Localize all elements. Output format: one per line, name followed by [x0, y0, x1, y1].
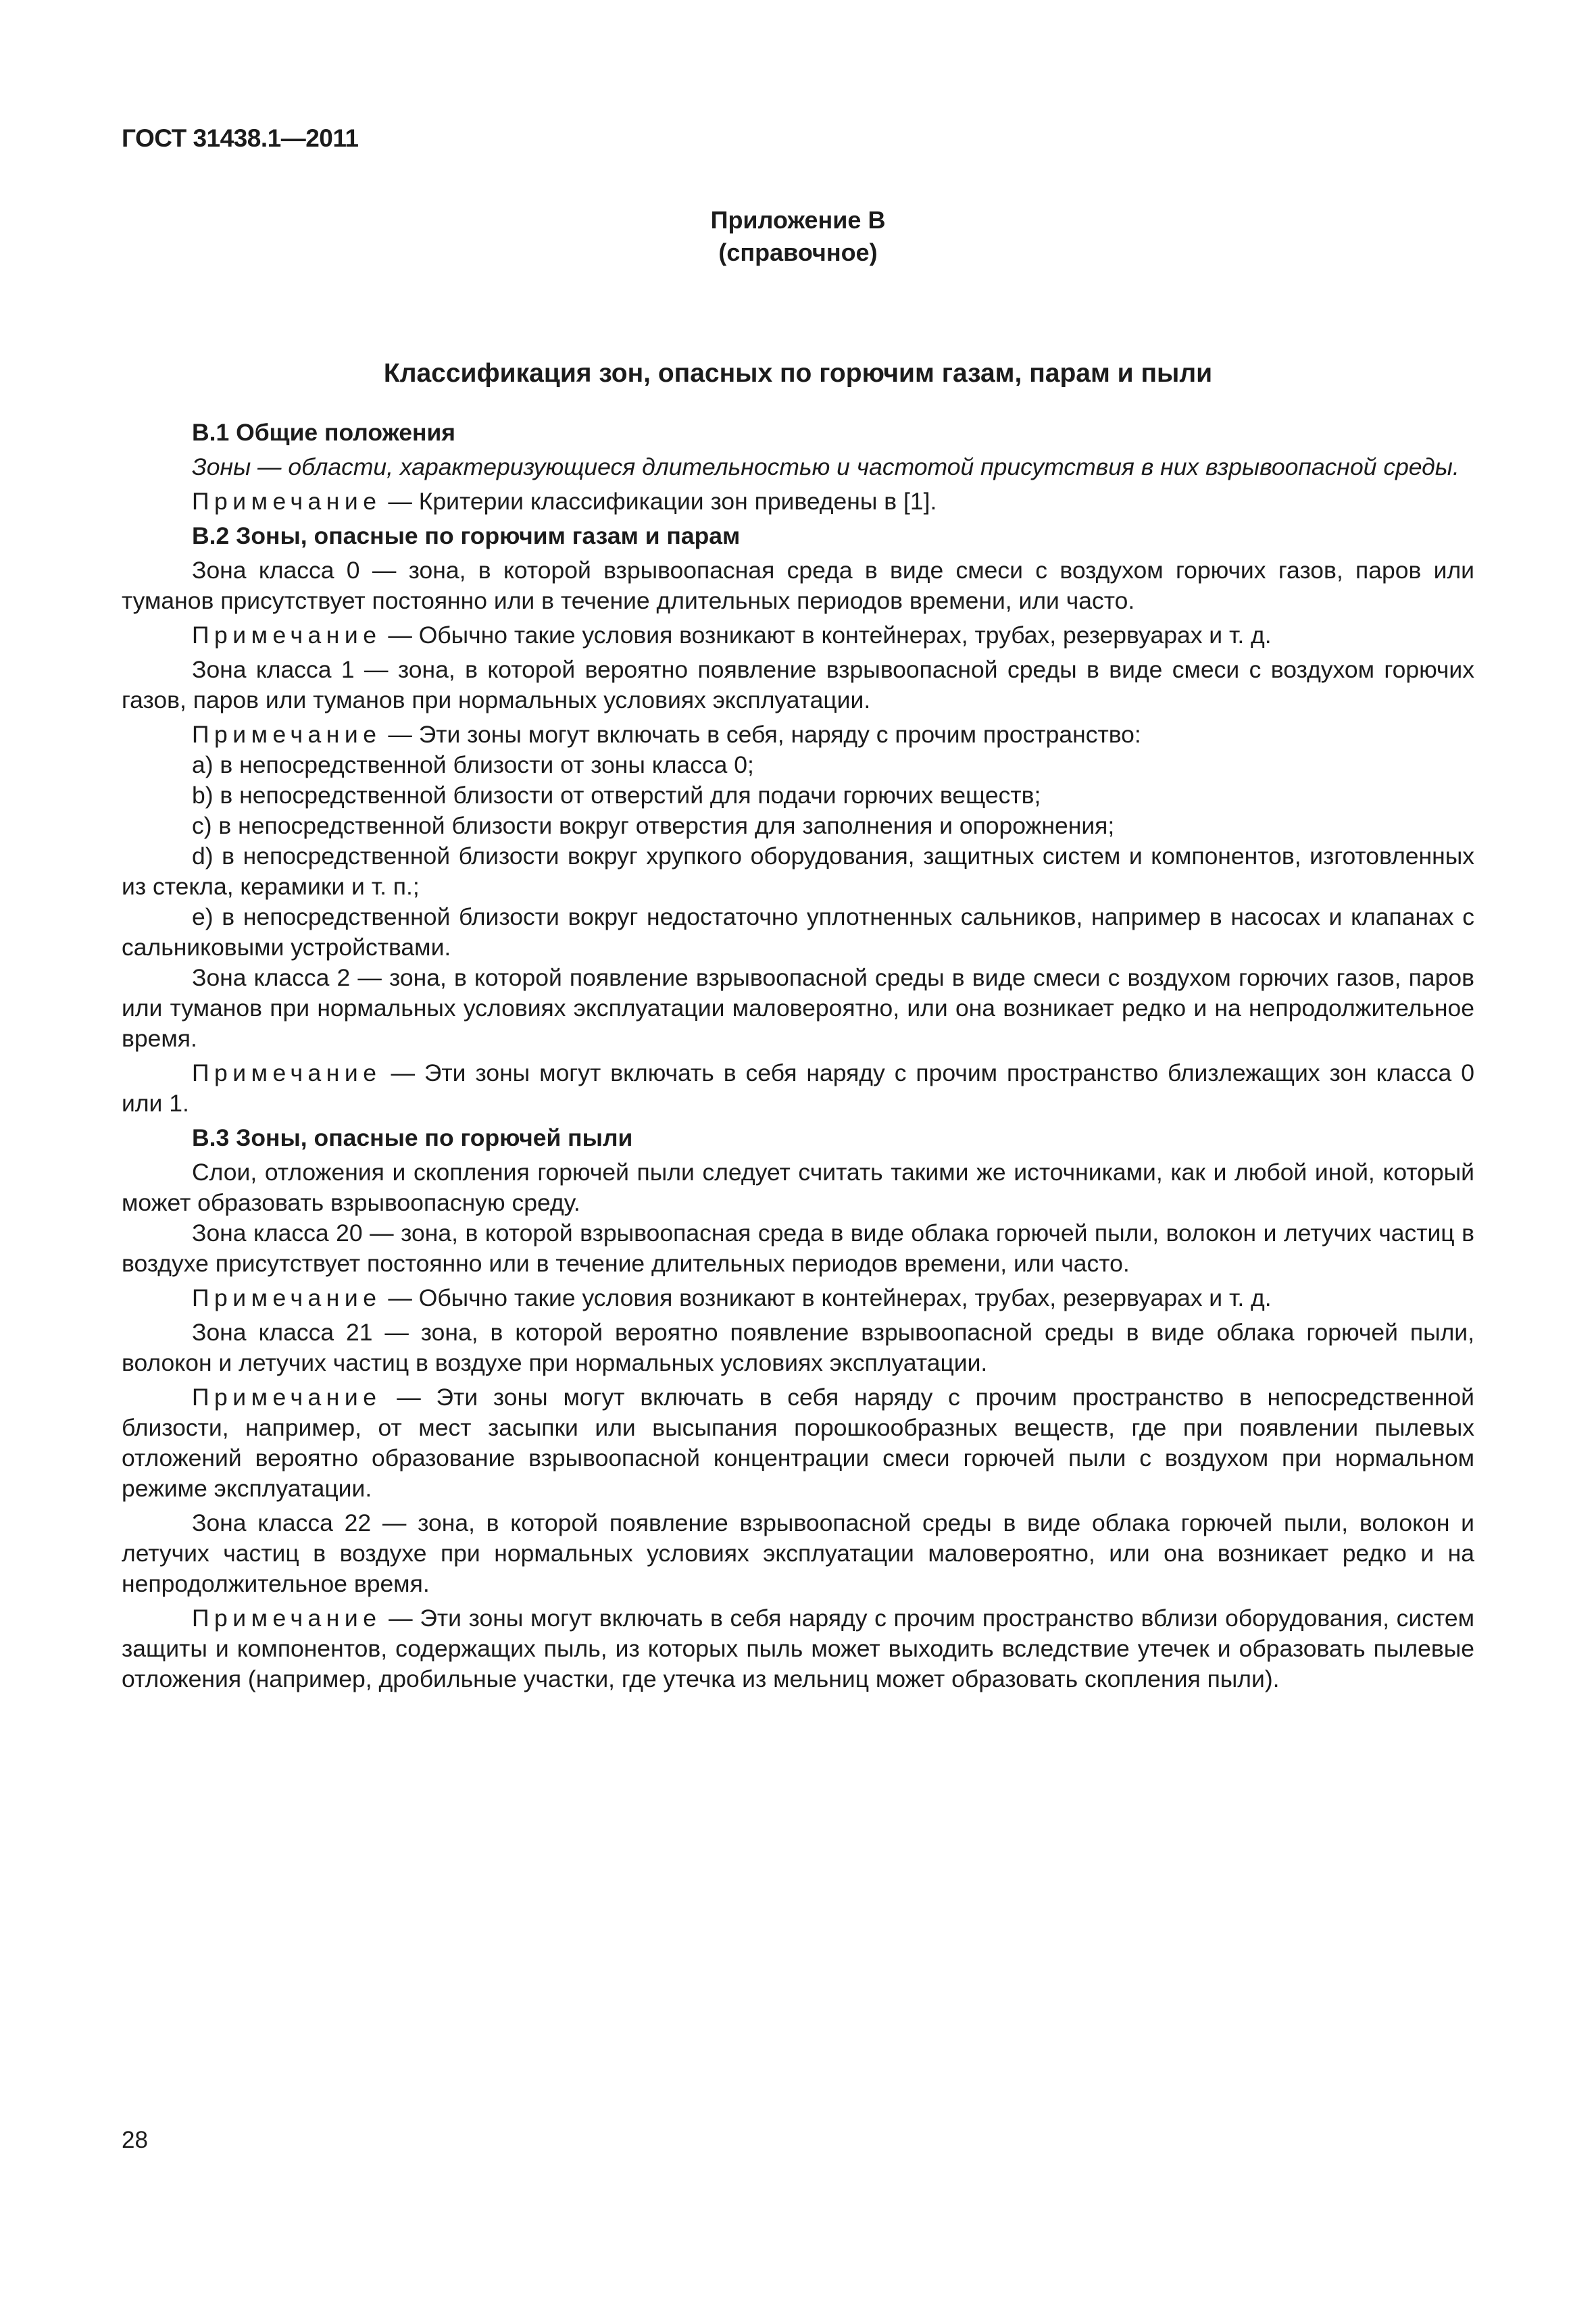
annex-heading [122, 204, 1474, 269]
list-item: b) в непосредственной близости от отверстий для подачи горючих веществ; [192, 782, 1041, 809]
zone-paragraph: Зона класса 1 — зона, в которой вероятно появление взрывоопасной среды в виде смеси с воздухом горючих газов, паров или туманов при нормальных условиях эксплуатации. [122, 656, 1474, 713]
note-text: — Эти зоны могут включать в себя, наряду с прочим пространство: [381, 721, 1141, 748]
note-paragraph [122, 1603, 1474, 1694]
note-label: Примечание [192, 622, 382, 649]
section-heading: В.2 Зоны, опасные по горючим газам и парам [192, 522, 741, 549]
page-title: Классификация зон, опасных по горючим газам, парам и пыли [383, 359, 1213, 388]
page-number: 28 [122, 2127, 148, 2153]
note-text: — Эти зоны могут включать в себя наряду с прочим пространство в непосредственной близости, например, от мест засыпки или высыпания порошкообразных веществ, где при появлении пылевых отложений вероятно образование взрывоопасной концентрации смеси горючей пыли с воздухом при нормальном режиме эксплуатации. [122, 1384, 1474, 1502]
note-paragraph [122, 486, 1474, 517]
note-paragraph [122, 1058, 1474, 1119]
section-heading: В.1 Общие положения [192, 419, 455, 446]
note-label: Примечание [192, 488, 382, 515]
annex-title: Приложение В [710, 206, 886, 234]
zone-paragraph: Зона класса 20 — зона, в которой взрывоопасная среда в виде облака горючей пыли, волокон и летучих частиц в воздухе присутствует постоянно или в течение длительных периодов времени, или часто. [122, 1219, 1474, 1277]
zone-paragraph: Зона класса 2 — зона, в которой появление взрывоопасной среды в виде смеси с воздухом горючих газов, паров или туманов при нормальных условиях эксплуатации маловероятно, или она возникает редко и на непродолжительное время. [122, 964, 1474, 1052]
note-paragraph [122, 720, 1474, 750]
list-item: a) в непосредственной близости от зоны класса 0; [192, 751, 754, 778]
zone-paragraph: Зона класса 21 — зона, в которой вероятно появление взрывоопасной среды в виде облака горючей пыли, волокон и летучих частиц в воздухе при нормальных условиях эксплуатации. [122, 1319, 1474, 1376]
note-label: Примечание [192, 1284, 382, 1311]
list-item: d) в непосредственной близости вокруг хрупкого оборудования, защитных систем и компонентов, изготовленных из стекла, керамики и т. п.; [122, 842, 1474, 900]
document-body [122, 418, 1474, 1699]
zone-paragraph: Зона класса 0 — зона, в которой взрывоопасная среда в виде смеси с воздухом горючих газов, паров или туманов присутствует постоянно или в течение длительных периодов времени, или часто. [122, 557, 1474, 614]
note-label: Примечание [192, 1059, 382, 1086]
section-heading: В.3 Зоны, опасные по горючей пыли [192, 1124, 633, 1151]
note-label: Примечание [192, 1605, 382, 1632]
note-label: Примечание [192, 721, 382, 748]
intro-paragraph: Слои, отложения и скопления горючей пыли следует считать такими же источниками, как и любой иной, который может образовать взрывоопасную среду. [122, 1159, 1474, 1216]
list-item: e) в непосредственной близости вокруг недостаточно уплотненных сальников, например в насосах и клапанах с сальниковыми устройствами. [122, 903, 1474, 961]
note-text: — Эти зоны могут включать в себя наряду с прочим пространство близлежащих зон класса 0 или 1. [122, 1059, 1474, 1117]
note-paragraph [122, 1382, 1474, 1504]
note-paragraph [122, 1283, 1474, 1313]
note-text: — Обычно такие условия возникают в контейнерах, трубах, резервуарах и т. д. [381, 1284, 1272, 1311]
note-label: Примечание [192, 1384, 382, 1411]
note-text: — Обычно такие условия возникают в контейнерах, трубах, резервуарах и т. д. [381, 622, 1272, 649]
note-text: — Эти зоны могут включать в себя наряду с прочим пространство вблизи оборудования, систем защиты и компонентов, содержащих пыль, из которых пыль может выходить вследствие утечек и образовать пылевые отложения (например, дробильные участки, где утечка из мельниц может образовать скопления пыли). [122, 1605, 1474, 1692]
list-item: c) в непосредственной близости вокруг отверстия для заполнения и опорожнения; [192, 812, 1115, 839]
note-text: — Критерии классификации зон приведены в [1]. [381, 488, 937, 515]
document-code: ГОСТ 31438.1—2011 [122, 124, 359, 152]
definition-paragraph: Зоны — области, характеризующиеся длительностью и частотой присутствия в них взрывоопасной среды. [192, 453, 1460, 480]
zone-paragraph: Зона класса 22 — зона, в которой появление взрывоопасной среды в виде облака горючей пыли, волокон и летучих частиц в воздухе при нормальных условиях эксплуатации маловероятно, или она возникает редко и на непродолжительное время. [122, 1509, 1474, 1597]
note-paragraph [122, 620, 1474, 651]
annex-type: (справочное) [718, 238, 878, 266]
